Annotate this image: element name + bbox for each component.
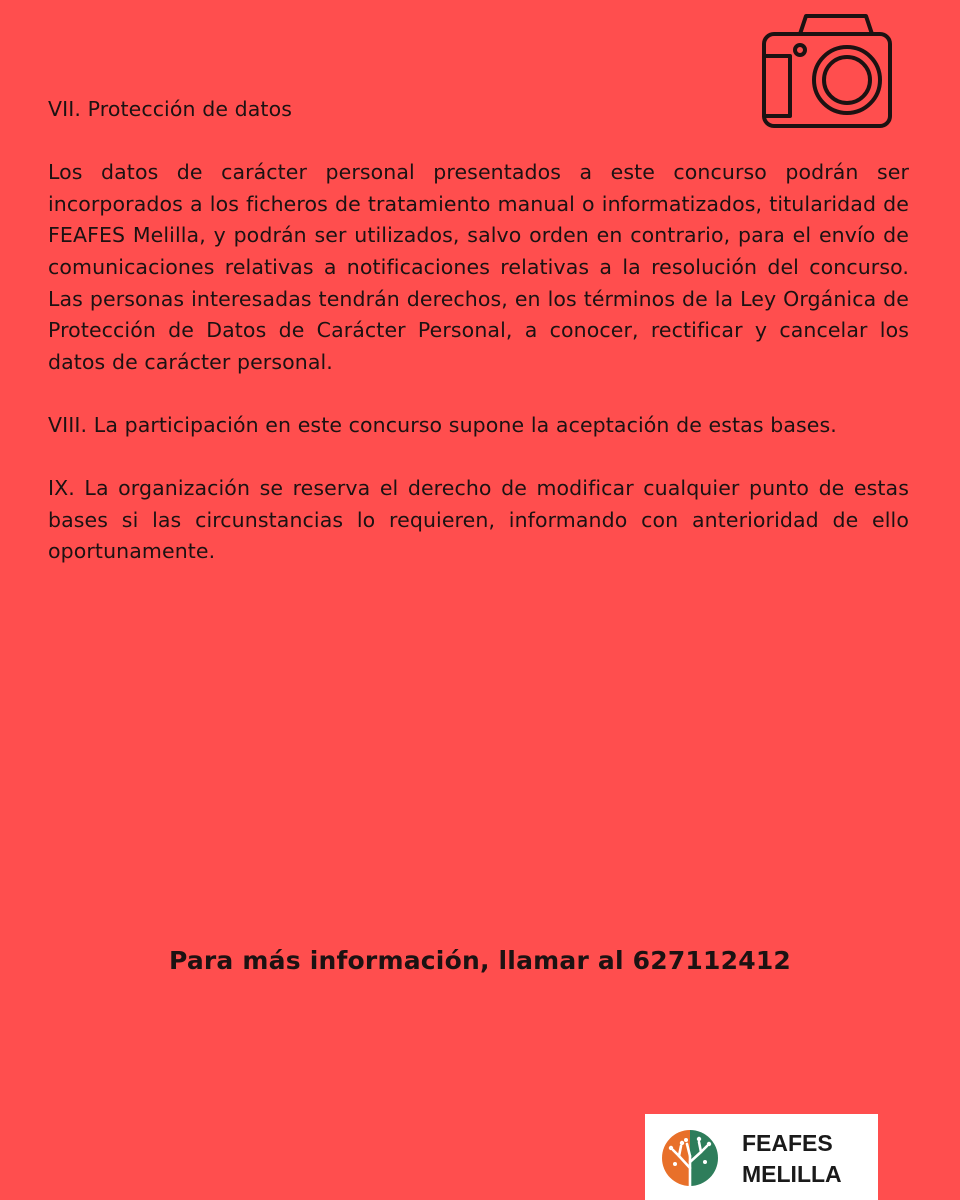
section-ix: IX. La organización se reserva el derecho de modificar cualquier punto de estas bases si las circunstancias lo requieren, informando con anterioridad de ello oportunamente.: [48, 476, 909, 564]
logo-line-2: MELILLA: [742, 1161, 842, 1187]
logo-text: [742, 1128, 842, 1190]
feafes-logo-icon: [659, 1126, 721, 1190]
document-body: [48, 94, 909, 568]
feafes-logo-box: [645, 1114, 878, 1200]
contact-info: Para más información, llamar al 627112412: [168, 946, 792, 975]
logo-line-1: FEAFES: [742, 1130, 833, 1156]
section-viii: VIII. La participación en este concurso supone la aceptación de estas bases.: [48, 412, 837, 437]
section-heading-vii: VII. Protección de datos: [48, 97, 292, 121]
paragraph-data-protection: Los datos de carácter personal presentados a este concurso podrán ser incorporados a los ficheros de tratamiento manual o informatizados, titularidad de FEAFES Melilla, y podrán ser utilizados, salvo orden en contrario, para el envío de comunicaciones relativas a notificaciones relativas a la resolución del concurso. Las personas interesadas tendrán derechos, en los términos de la Ley Orgánica de Protección de Datos de Carácter Personal, a conocer, rectificar y cancelar los datos de carácter personal.: [48, 160, 909, 374]
